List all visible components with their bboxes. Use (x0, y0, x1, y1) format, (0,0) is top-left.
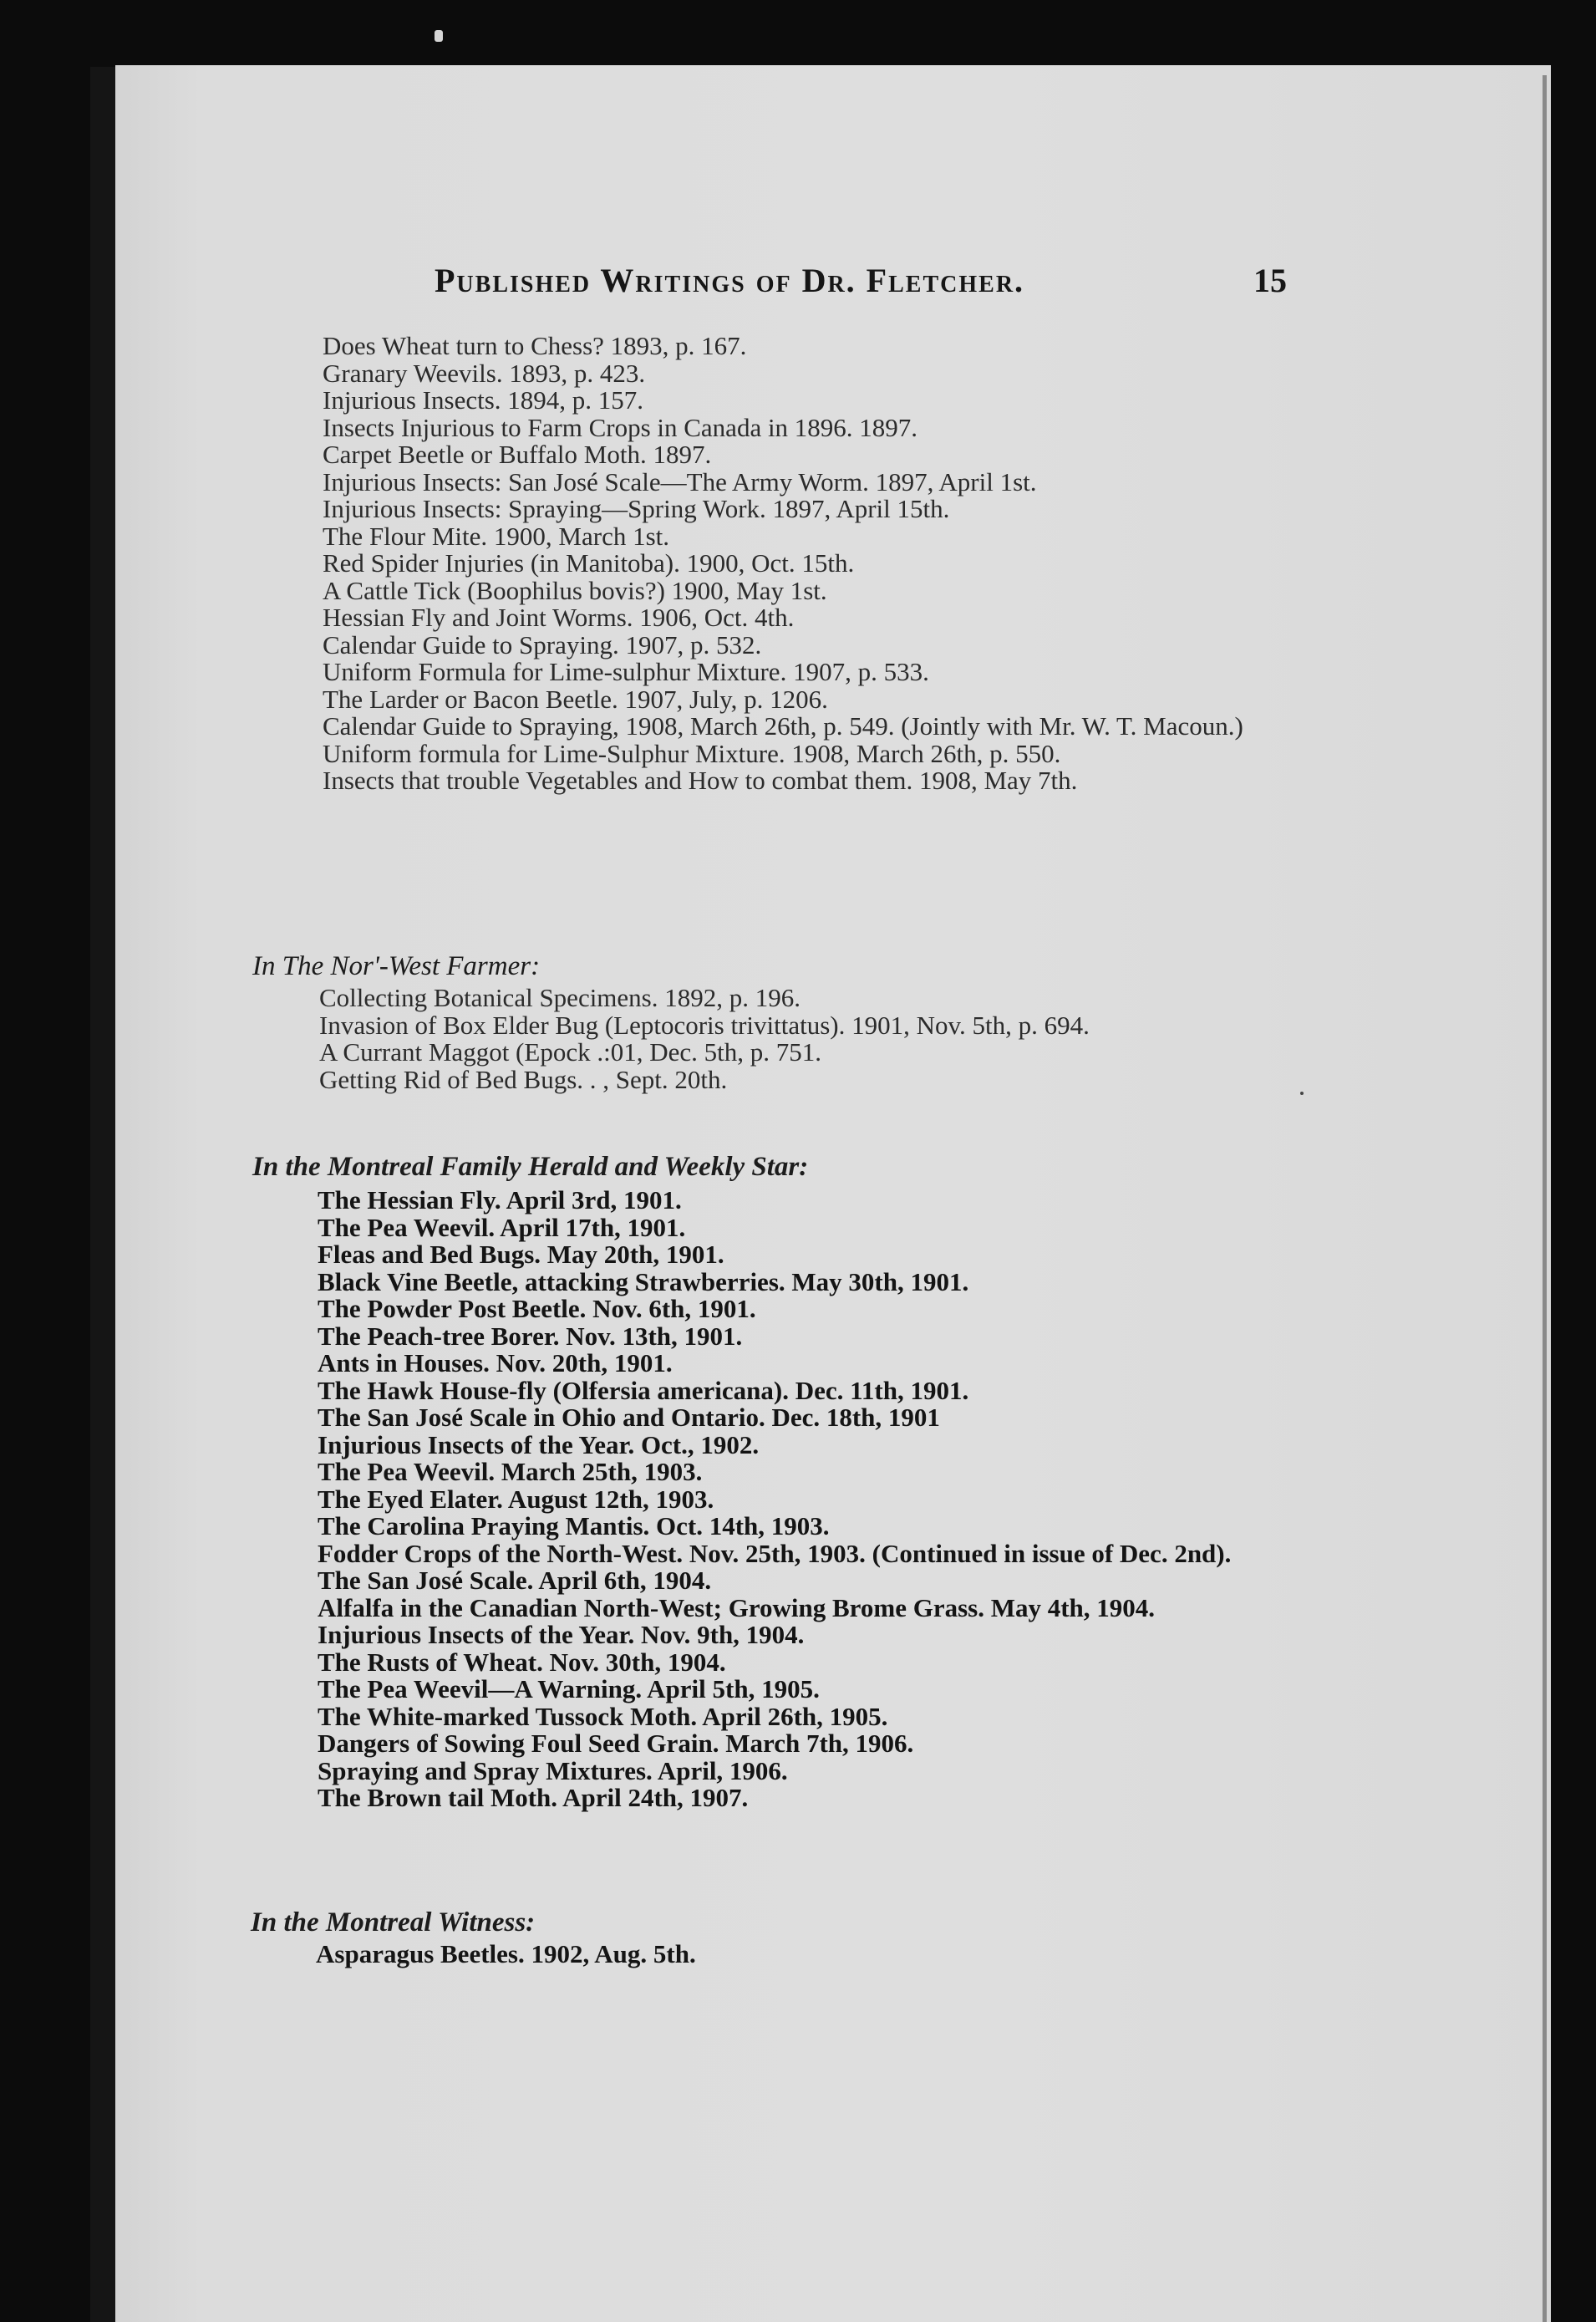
section-heading-family-herald: In the Montreal Family Herald and Weekly Star: (252, 1152, 809, 1182)
list-item: The Flour Mite. 1900, March 1st. (323, 521, 670, 551)
list-item: Calendar Guide to Spraying, 1908, March 26th, p. 549. (Jointly with Mr. W. T. Macoun.) (323, 711, 1243, 741)
list-item: The Carolina Praying Mantis. Oct. 14th, 1903. (318, 1511, 830, 1540)
list-item: Carpet Beetle or Buffalo Moth. 1897. (323, 440, 712, 469)
section-heading-montreal-witness: In the Montreal Witness: (251, 1907, 536, 1938)
list-item: Hessian Fly and Joint Worms. 1906, Oct. 4th. (323, 603, 795, 632)
list-item: The Powder Post Beetle. Nov. 6th, 1901. (318, 1294, 756, 1323)
list-item: A Currant Maggot (Epock .:01, Dec. 5th, p. 751. (319, 1037, 821, 1067)
list-item: Fleas and Bed Bugs. May 20th, 1901. (318, 1240, 724, 1269)
list-item: The Hessian Fly. April 3rd, 1901. (318, 1185, 682, 1214)
norwest-farmer-list (319, 985, 1285, 1093)
list-item: Injurious Insects of the Year. Nov. 9th, 1904. (318, 1620, 805, 1649)
list-item: Black Vine Beetle, attacking Strawberries. May 30th, 1901. (318, 1266, 969, 1296)
list-item: Dangers of Sowing Foul Seed Grain. March 7th, 1906. (318, 1729, 914, 1758)
list-item: Alfalfa in the Canadian North-West; Growing Brome Grass. May 4th, 1904. (318, 1592, 1156, 1622)
family-herald-list (318, 1187, 1287, 1812)
list-item: Granary Weevils. 1893, p. 423. (323, 358, 646, 388)
list-item: Fodder Crops of the North-West. Nov. 25th, 1903. (Continued in issue of Dec. 2nd). (318, 1538, 1232, 1568)
list-item: The Eyed Elater. August 12th, 1903. (318, 1484, 714, 1514)
list-item: The Rusts of Wheat. Nov. 30th, 1904. (318, 1647, 726, 1677)
list-item: Collecting Botanical Specimens. 1892, p. 196. (319, 983, 801, 1012)
list-item: Ants in Houses. Nov. 20th, 1901. (318, 1348, 673, 1377)
list-item: Injurious Insects. 1894, p. 157. (323, 385, 644, 415)
continued-publication-list (323, 333, 1285, 795)
list-item: Uniform formula for Lime-Sulphur Mixture. 1908, March 26th, p. 550. (323, 738, 1061, 768)
list-item: Injurious Insects: Spraying—Spring Work. 1897, April 15th. (323, 494, 950, 523)
montreal-witness-list (316, 1941, 1285, 1968)
list-item: Red Spider Injuries (in Manitoba). 1900, Oct. 15th. (323, 548, 855, 578)
list-item: A Cattle Tick (Boophilus bovis?) 1900, May 1st. (323, 575, 827, 605)
page-number: 15 (1253, 262, 1287, 299)
list-item: The White-marked Tussock Moth. April 26th, 1905. (318, 1701, 888, 1731)
section-heading-norwest-farmer: In The Nor'-West Farmer: (252, 951, 541, 981)
list-item: The Pea Weevil. March 25th, 1903. (318, 1457, 703, 1486)
list-item: Injurious Insects of the Year. Oct., 1902. (318, 1429, 760, 1459)
running-header (435, 261, 1287, 303)
list-item: Insects that trouble Vegetables and How to combat them. 1908, May 7th. (323, 766, 1078, 795)
list-item: The Pea Weevil—A Warning. April 5th, 1905. (318, 1674, 820, 1703)
list-item: The Brown tail Moth. April 24th, 1907. (318, 1783, 749, 1812)
list-item: Does Wheat turn to Chess? 1893, p. 167. (323, 331, 747, 360)
list-item: Uniform Formula for Lime-sulphur Mixture. 1907, p. 533. (323, 657, 929, 686)
list-item: The Pea Weevil. April 17th, 1901. (318, 1212, 686, 1242)
list-item: Getting Rid of Bed Bugs. . , Sept. 20th. (319, 1064, 728, 1094)
list-item: The San José Scale. April 6th, 1904. (318, 1566, 712, 1595)
list-item: Spraying and Spray Mixtures. April, 1906. (318, 1755, 788, 1785)
list-item: Asparagus Beetles. 1902, Aug. 5th. (316, 1939, 696, 1968)
list-item: The Peach-tree Borer. Nov. 13th, 1901. (318, 1321, 743, 1351)
list-item: Calendar Guide to Spraying. 1907, p. 532. (323, 629, 762, 659)
list-item: The Hawk House-fly (Olfersia americana). Dec. 11th, 1901. (318, 1375, 969, 1405)
list-item: Invasion of Box Elder Bug (Leptocoris trivittatus). 1901, Nov. 5th, p. 694. (319, 1010, 1090, 1040)
list-item: Insects Injurious to Farm Crops in Canada in 1896. 1897. (323, 412, 918, 442)
list-item: The San José Scale in Ohio and Ontario. Dec. 18th, 1901 (318, 1403, 940, 1432)
list-item: The Larder or Bacon Beetle. 1907, July, p. 1206. (323, 684, 828, 714)
list-item: Injurious Insects: San José Scale—The Army Worm. 1897, April 1st. (323, 466, 1037, 496)
running-title: Published Writings of Dr. Fletcher. (435, 262, 1025, 299)
